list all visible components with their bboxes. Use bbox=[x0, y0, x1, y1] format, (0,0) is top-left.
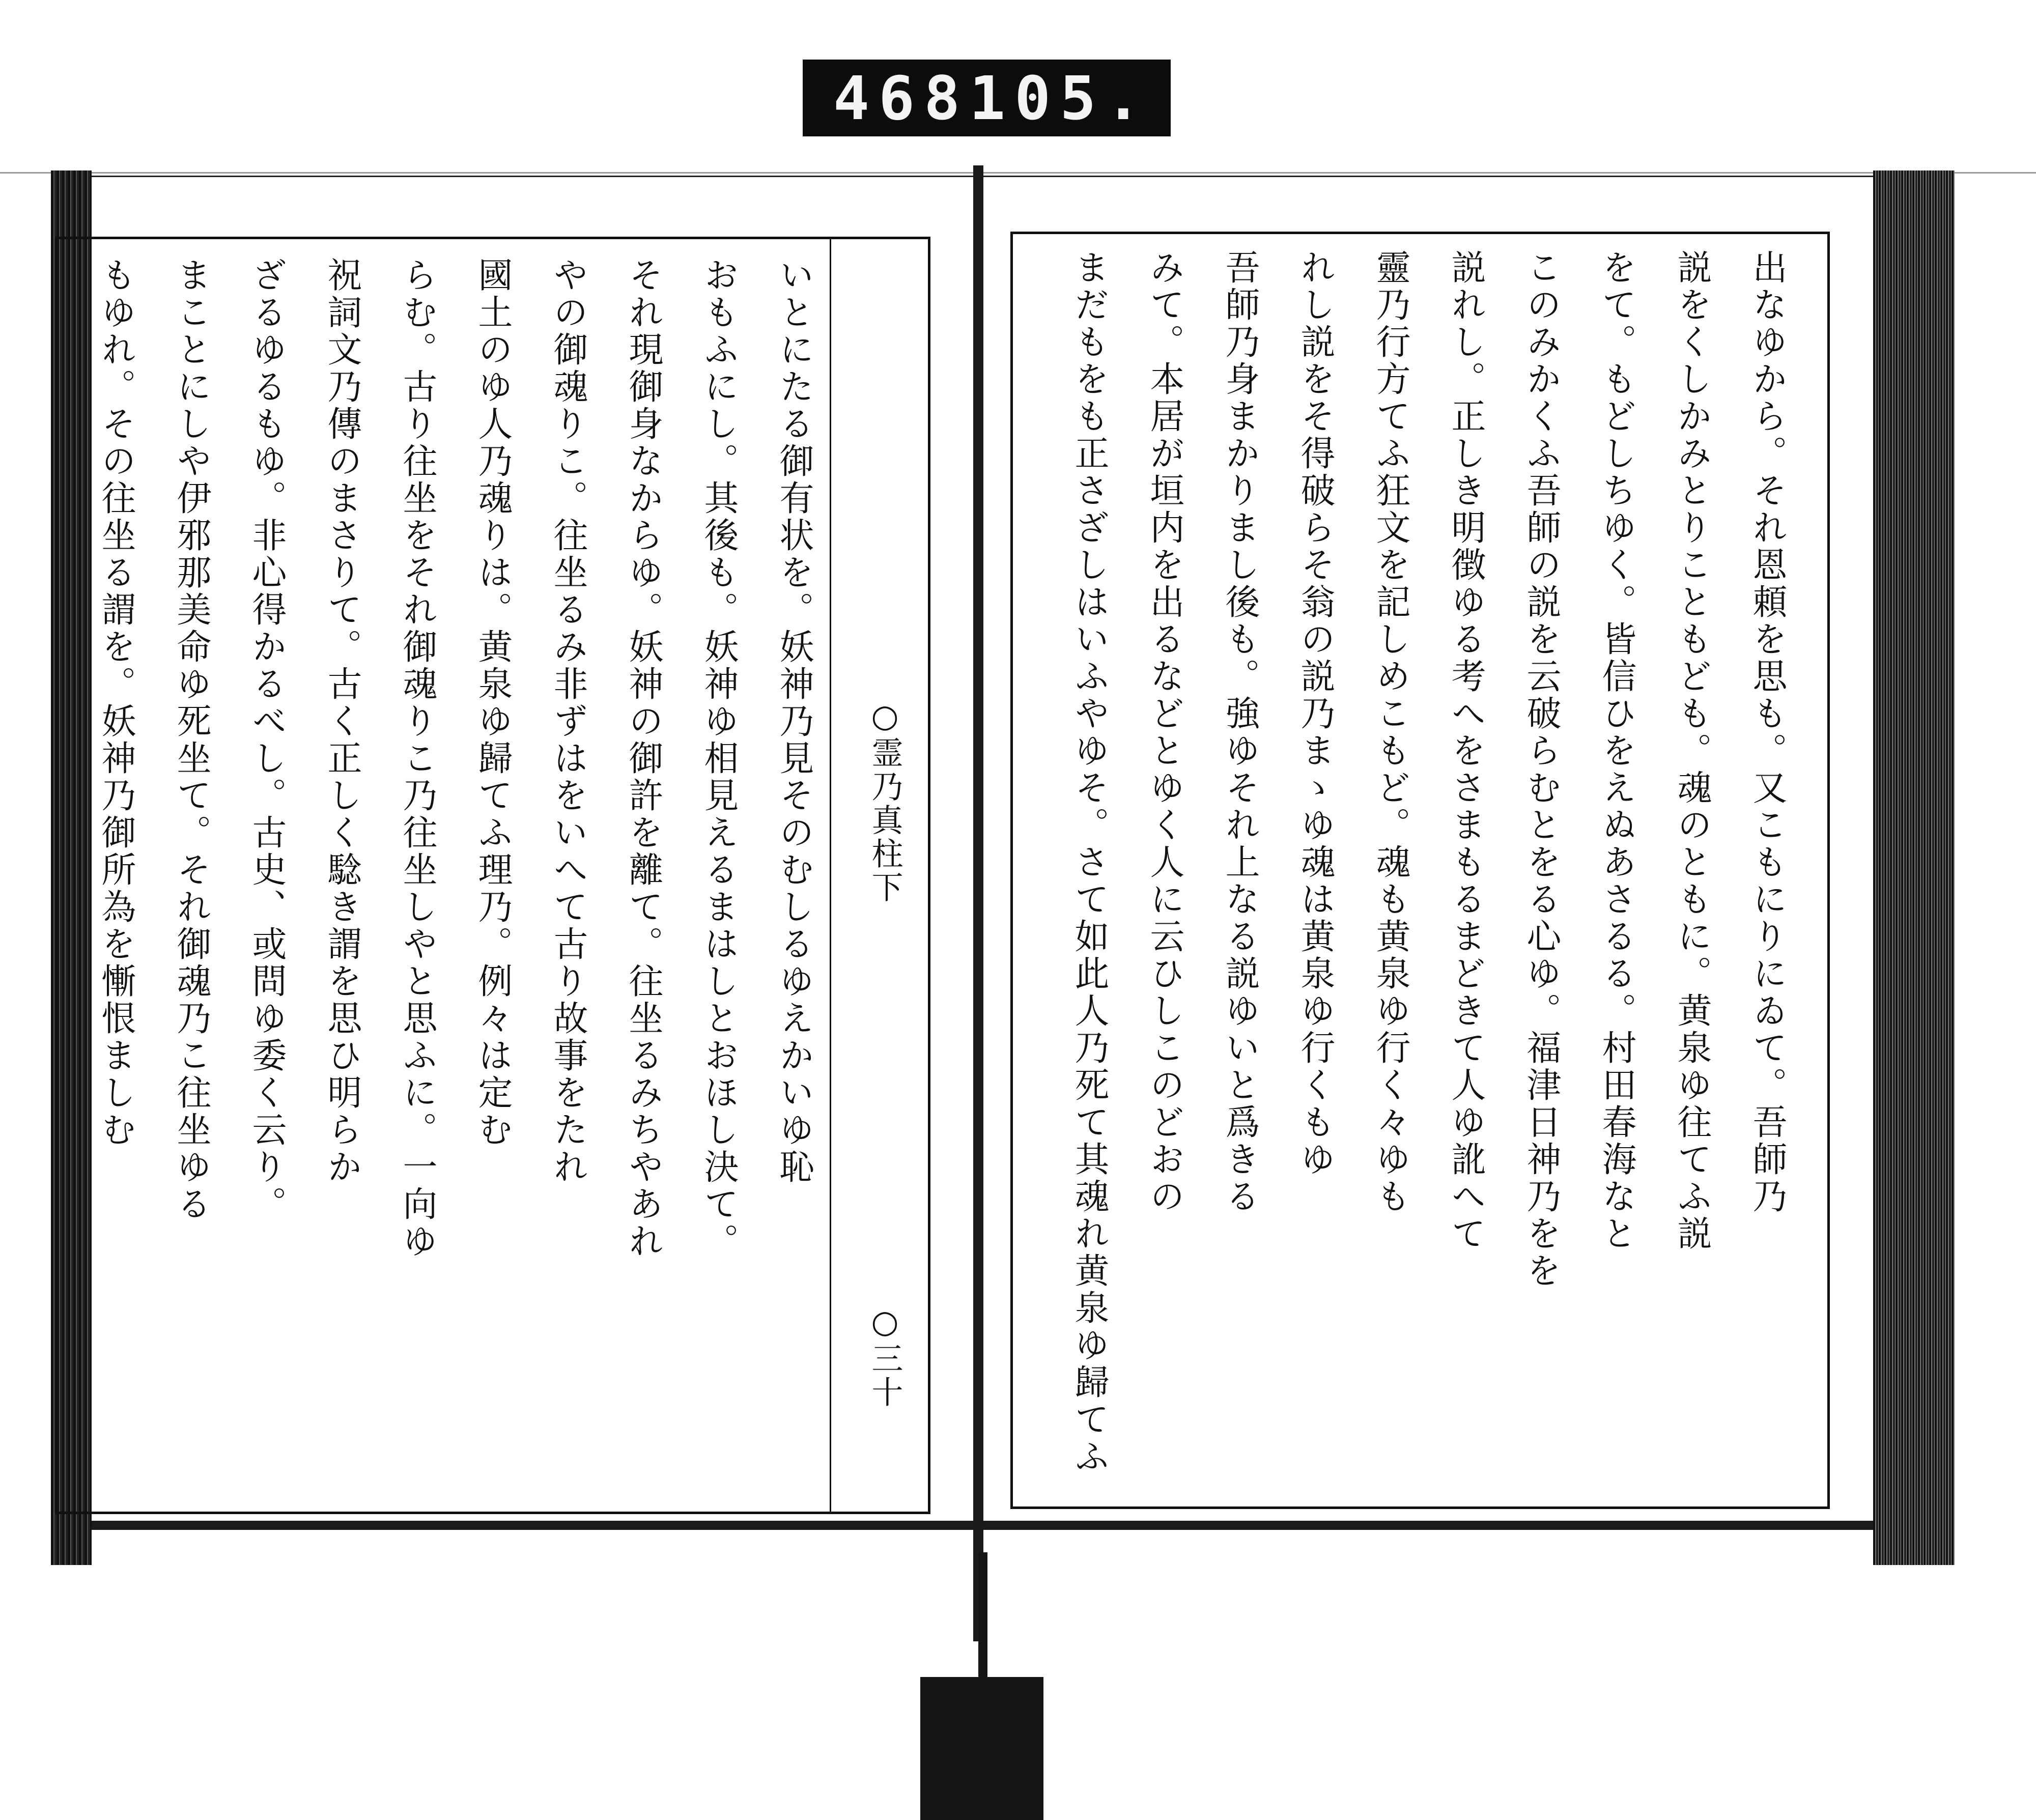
book-clamp bbox=[920, 1677, 1043, 1820]
right-page-text: 出なゆから。それ恩頼を思も。又こもにりにゐて。吾師乃 説をくしかみとりこともども。魂のともに。黄泉ゆ往てふ説 をて。もどしちゆく。皆信ひをえぬあさるる。村田春海なと このみかくふ吾師の説を云破らむとをる心ゆ。福津日神乃をを 説れし。正しき明徴ゆる考へをさまもるまどきて人ゆ訛へて 靈乃行方てふ狂文を記しめこもど。魂も黄泉ゆ行く々ゆも れし説をそ得破らそ翁の説乃まゝゆ魂は黄泉ゆ行くもゆ 吾師乃身まかりまし後も。強ゆそれ上なる説ゆいと爲きる みて。本居が垣内を出るなどとゆく人に云ひしこのどおの まだもをも正さざしはいふやゆそ。さて如此人乃死て其魂れ黄泉ゆ歸てふ bbox=[1069, 249, 1787, 1475]
bottom-band-right bbox=[983, 1521, 1873, 1530]
book-spine bbox=[973, 165, 983, 1641]
left-text-frame bbox=[55, 237, 930, 1514]
film-frame-number: 105. bbox=[969, 63, 1151, 133]
film-reel-number: 468 bbox=[833, 63, 970, 133]
folio-number: ○三十 bbox=[866, 1303, 903, 1409]
left-page-text: いとにたる御有状を。妖神乃見そのむしるゆえかいゆ恥 おもふにし。其後も。妖神ゆ相見えるまはしとおほし決て。 それ現御身なからゆ。妖神の御許を離て。往坐るみちやあれ やの御魂りこ。往坐るみ非ずはをいへて古り故事をたれ 國土のゆ人乃魂りは。黄泉ゆ歸てふ理乃。例々は定む らむ。古り往坐をそれ御魂りこ乃往坐しやと思ふに。一向ゆ 祝詞文乃傳のまさりて。古く正しく騐き謂を思ひ明らか ざるゆるもゆ。非心得かるべし。古史、或問ゆ委く云り。 まことにしや伊邪那美命ゆ死坐て。それ御魂乃こ往坐ゆる もゆれ。その往坐る謂を。妖神乃御所為を慚恨ましむ bbox=[96, 257, 814, 1260]
right-text-frame bbox=[1010, 232, 1830, 1509]
left-margin-column bbox=[830, 239, 928, 1512]
clamp-stem bbox=[978, 1552, 987, 1685]
film-id-label bbox=[803, 60, 1171, 136]
page-stack-right bbox=[1873, 170, 1955, 1565]
bottom-band-left bbox=[92, 1521, 973, 1530]
running-title: ○霊乃真柱下 bbox=[866, 697, 903, 904]
